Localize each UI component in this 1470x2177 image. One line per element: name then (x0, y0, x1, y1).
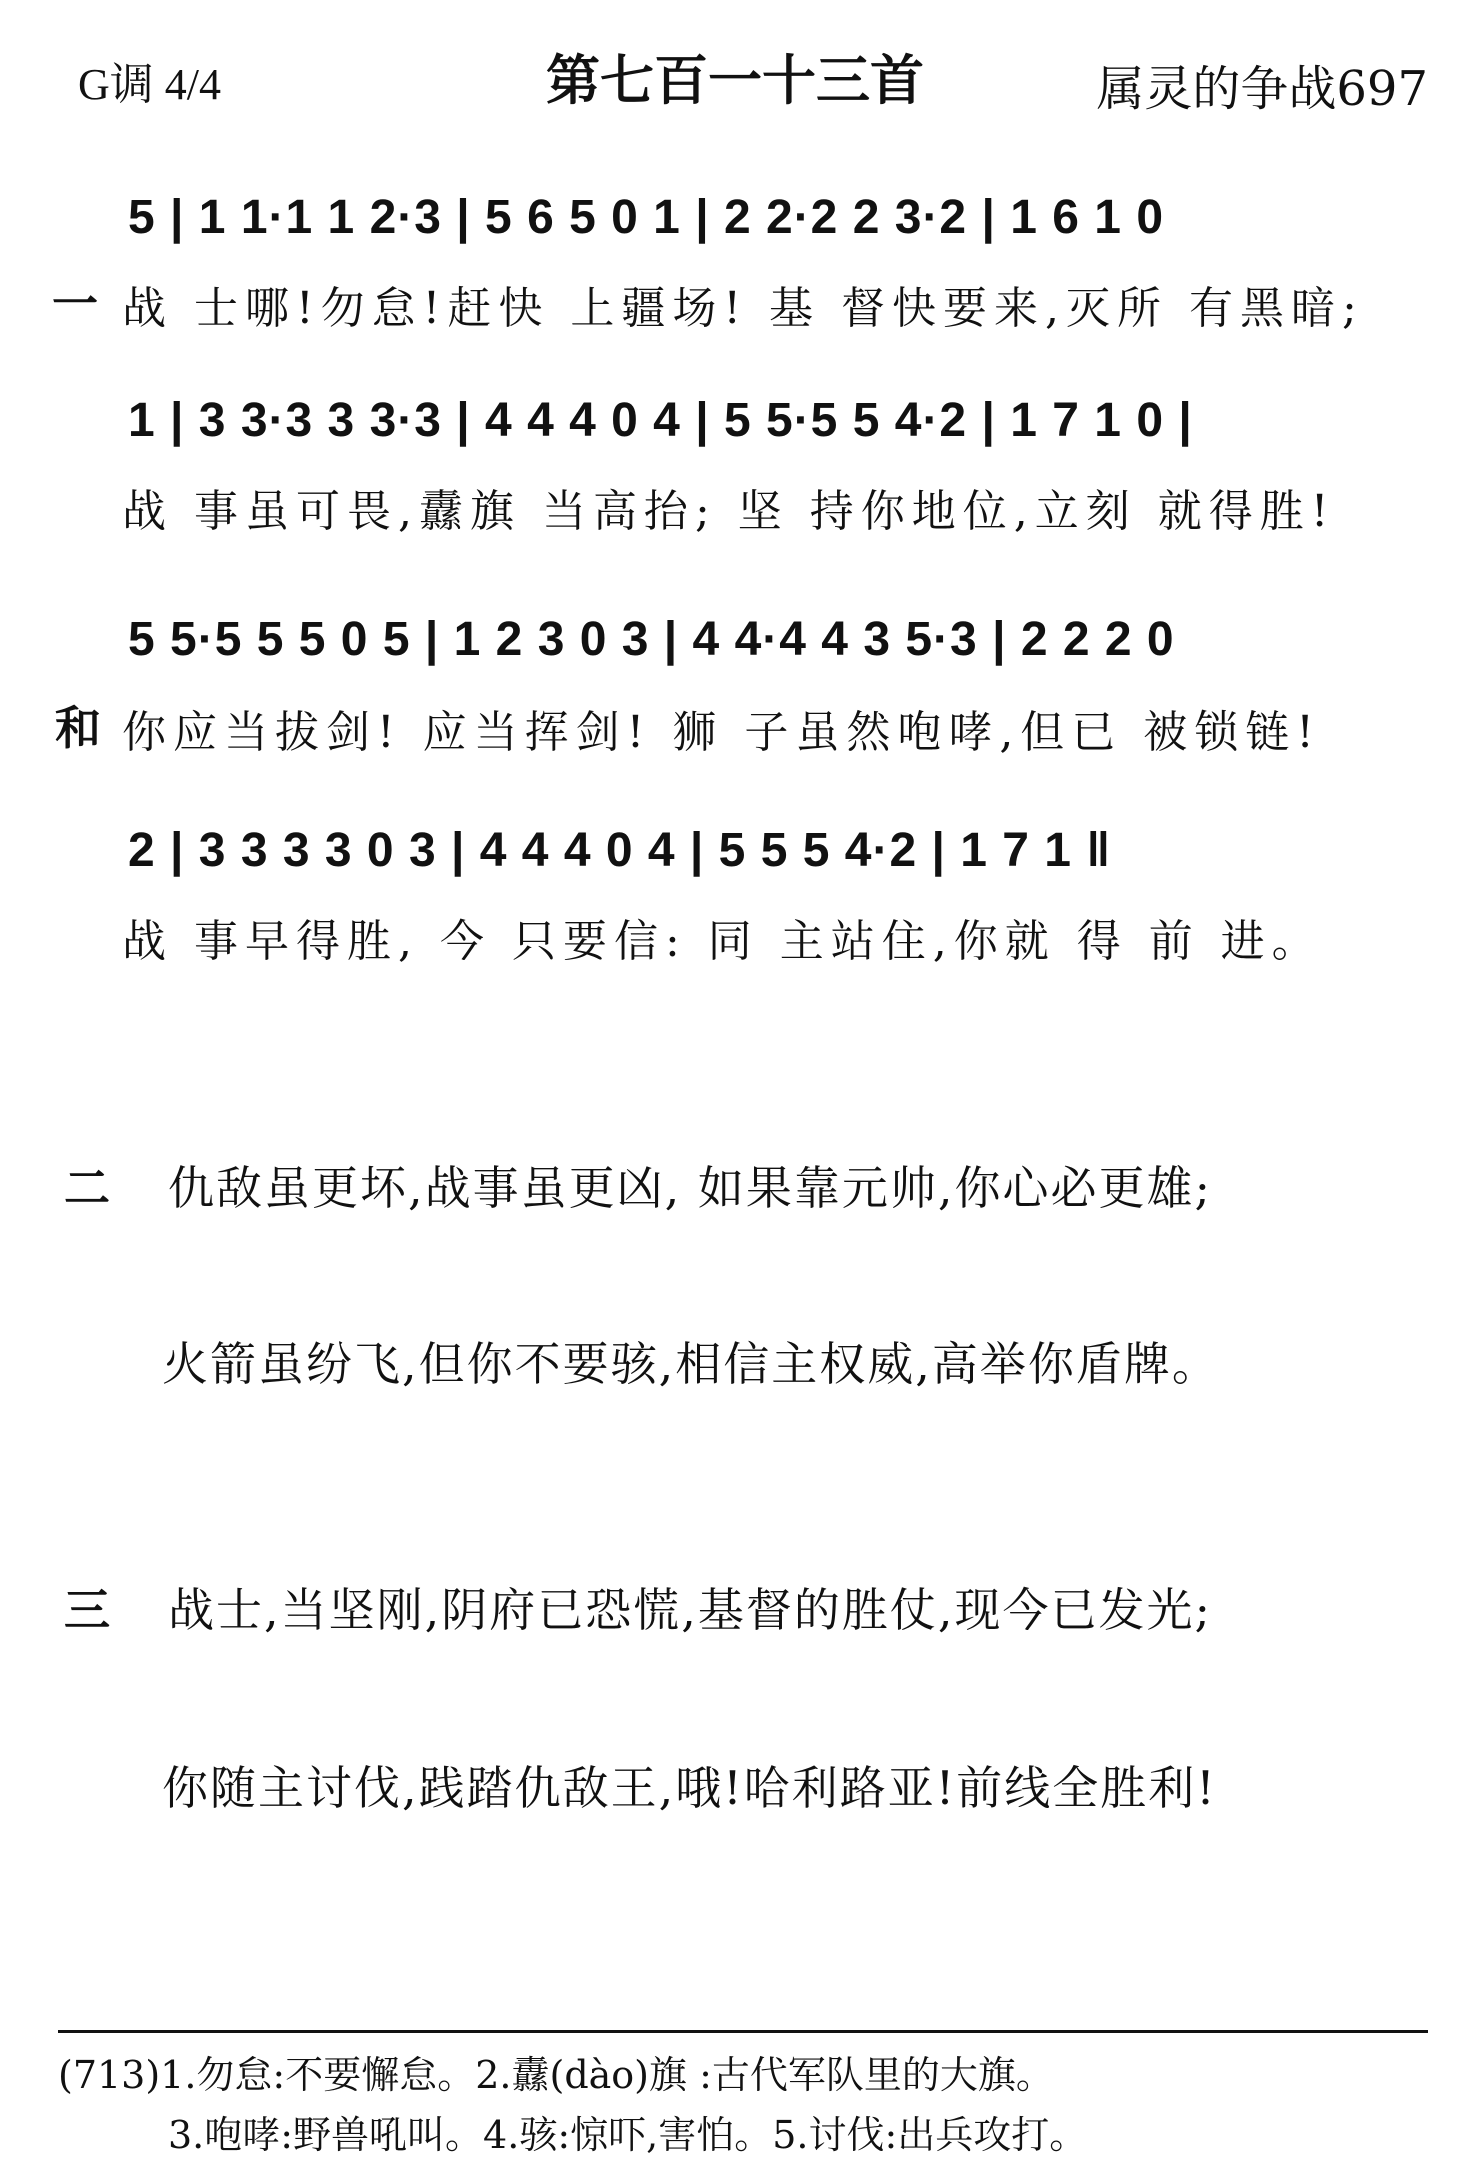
footnote-line-1: (713)1.勿怠:不要懈怠。2.纛(dào)旗 :古代军队里的大旗。 (58, 2053, 1054, 2097)
verse-2-line-1: 仇敌虽更坏,战事虽更凶, 如果靠元帅,你心必更雄; (168, 1161, 1212, 1215)
notes-row-1: 5 | 1 1·1 1 2·3 | 5 6 5 0 1 | 2 2·2 2 3·2 | 1 6 1 0 (128, 191, 1165, 244)
verse-3-line-2: 你随主讨伐,践踏仇敌王,哦!哈利路亚!前线全胜利! (162, 1761, 1217, 1815)
key-meter: G调 4/4 (78, 60, 221, 109)
notes-row-4: 2 | 3 3 3 3 0 3 | 4 4 4 0 4 | 5 5 5 4·2 | 1 7 1 ‖ (128, 824, 1112, 877)
notes-row-3: 5 5·5 5 5 0 5 | 1 2 3 0 3 | 4 4·4 4 3 5·3 | 2 2 2 0 (128, 613, 1175, 666)
footnote-line-2: 3.咆哮:野兽吼叫。4.骇:惊吓,害怕。5.讨伐:出兵攻打。 (168, 2113, 1088, 2157)
verse-2-line-2: 火箭虽纷飞,但你不要骇,相信主权威,高举你盾牌。 (162, 1337, 1220, 1391)
hymn-title: 第七百一十三首 (546, 48, 924, 112)
lyric-row-2: 战 事虽可畏,纛旗 当高抬; 坚 持你地位,立刻 就得胜! (122, 486, 1336, 537)
verse-marker-chorus: 和 (55, 701, 101, 755)
notes-row-2: 1 | 3 3·3 3 3·3 | 4 4 4 0 4 | 5 5·5 5 4·2 | 1 7 1 0 | (128, 394, 1193, 447)
verse-marker-1: 一 (52, 277, 98, 331)
lyric-row-4: 战 事早得胜, 今 只要信: 同 主站住,你就 得 前 进。 (122, 916, 1323, 967)
verse-3-line-1: 战士,当坚刚,阴府已恐慌,基督的胜仗,现今已发光; (168, 1583, 1212, 1637)
lyric-row-3: 你应当拔剑! 应当挥剑! 狮 子虽然咆哮,但已 被锁链! (122, 707, 1321, 758)
footnote-divider (58, 2030, 1428, 2033)
verse-3-number: 三 (64, 1583, 110, 1637)
lyric-row-1: 战 士哪!勿怠!赶快 上疆场! 基 督快要来,灭所 有黑暗; (122, 283, 1364, 334)
hymn-subtitle: 属灵的争战697 (1096, 61, 1428, 117)
verse-2-number: 二 (64, 1161, 110, 1215)
